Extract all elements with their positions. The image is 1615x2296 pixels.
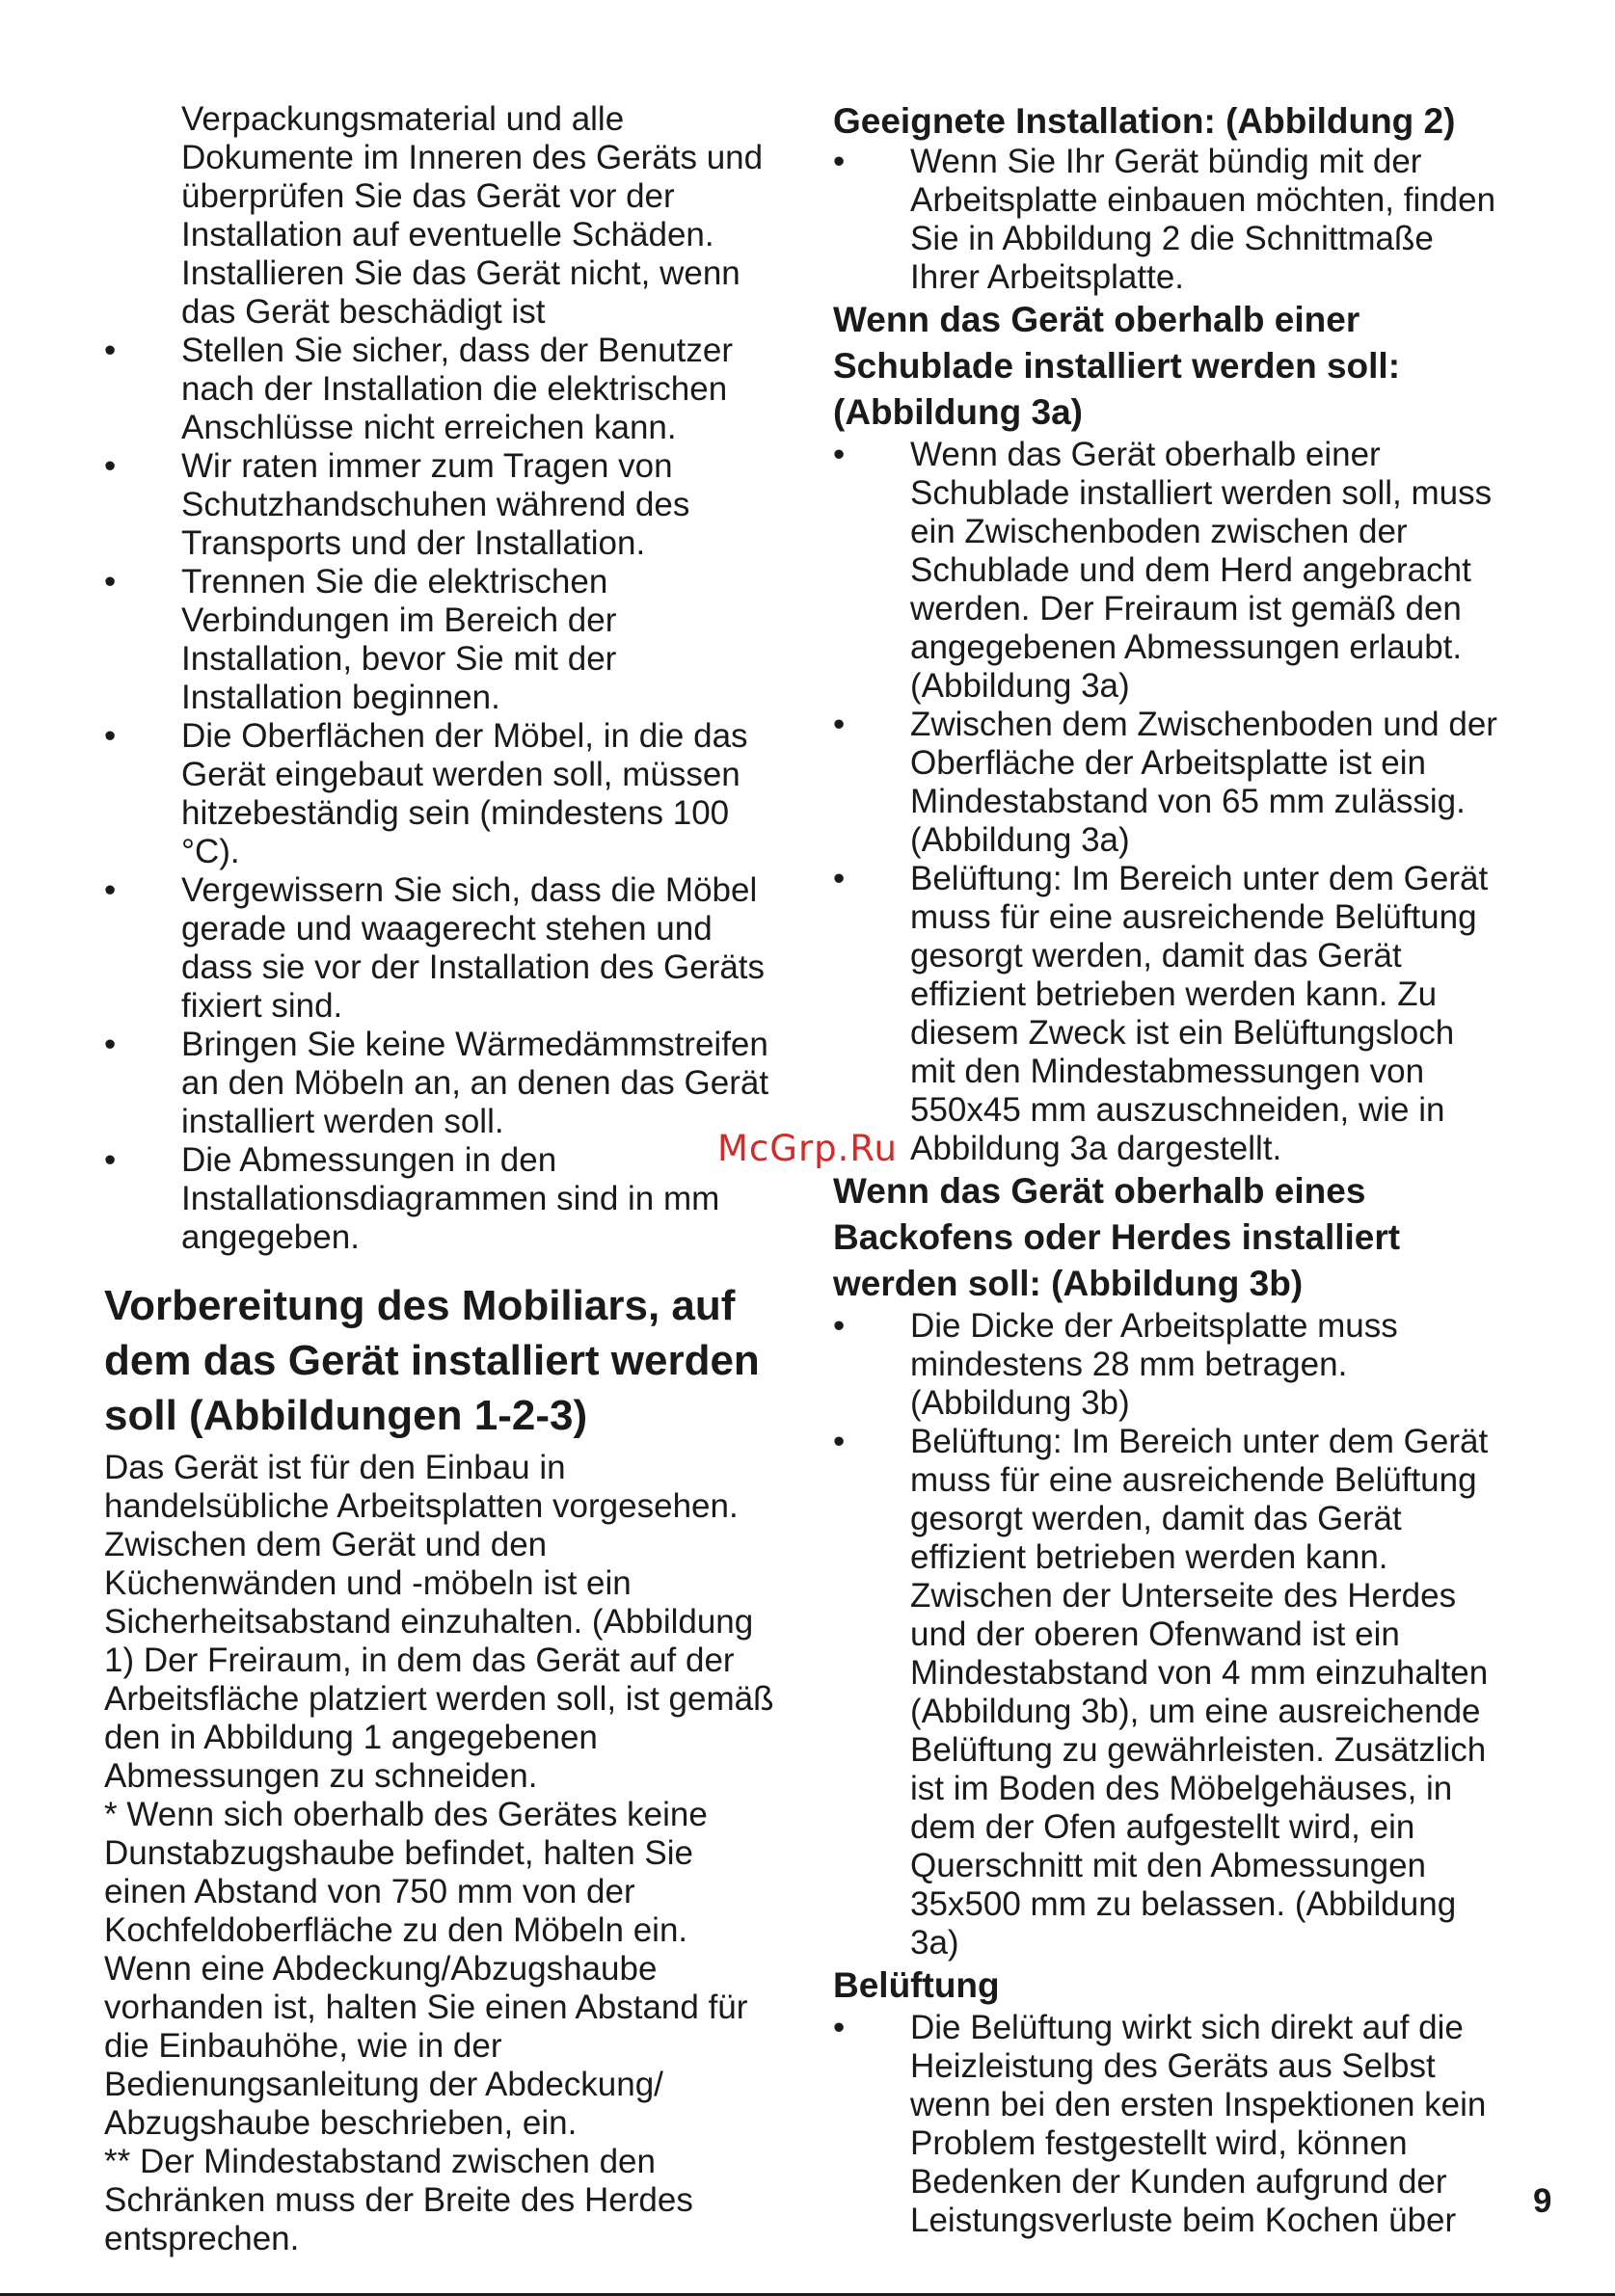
list-item-text: Wenn das Gerät oberhalb einer Schublade installiert werden soll, muss ein Zwischenboden zwischen der Schublade und dem Herd angebracht werden. Der Freiraum ist gemäß den angegebenen Abmessungen erlaubt. (Abbildung 3a) — [910, 436, 1493, 705]
list-item: • Belüftung: Im Bereich unter dem Gerät muss für eine ausreichende Belüftung gesorgt werden, damit das Gerät effizient betrieben werden kann. Zwischen der Unterseite des Herdes und der oberen Ofenwand ist ein Mindestabstand von 4 mm einzuhalten (Abbildung 3b), um eine ausreichende Belüftung zu gewährleisten. Zusätzlich ist im Boden des Möbelgehäuses, in dem der Ofen aufgestellt wird, ein Querschnitt mit den Abmessungen 35x500 mm zu belassen. (Abbildung 3a) — [833, 1423, 1508, 1962]
left-column — [104, 100, 779, 2258]
list-item-text: Wir raten immer zum Tragen von Schutzhandschuhen während des Transports und der Installation. — [181, 447, 690, 562]
list-item-text: Belüftung: Im Bereich unter dem Gerät muss für eine ausreichende Belüftung gesorgt werden, damit das Gerät effizient betrieben werden kann. Zwischen der Unterseite des Herdes und der oberen Ofenwand ist ein Mindestabstand von 4 mm einzuhalten (Abbildung 3b), um eine ausreichende Belüftung zu gewährleisten. Zusätzlich ist im Boden des Möbelgehäuses, in dem der Ofen aufgestellt wird, ein Querschnitt mit den Abmessungen 35x500 mm zu belassen. (Abbildung 3a) — [910, 1423, 1489, 1962]
list-item: • Die Dicke der Arbeitsplatte muss mindestens 28 mm betragen. (Abbildung 3b) — [833, 1307, 1508, 1423]
right-column — [833, 100, 1508, 2240]
list-item-text: Zwischen dem Zwischenboden und der Oberfläche der Arbeitsplatte ist ein Mindestabstand von 65 mm zulässig. (Abbildung 3a) — [910, 706, 1497, 859]
list-item: • Wenn Sie Ihr Gerät bündig mit der Arbeitsplatte einbauen möchten, finden Sie in Abbildung 2 die Schnittmaße Ihrer Arbeitsplatte. — [833, 143, 1508, 297]
list-item: • Trennen Sie die elektrischen Verbindungen im Bereich der Installation, bevor Sie mit der Installation beginnen. — [104, 563, 779, 717]
section-paragraph: Das Gerät ist für den Einbau in handelsübliche Arbeitsplatten vorgesehen. Zwischen dem Gerät und den Küchenwänden und -möbeln ist ein Sicherheitsabstand einzuhalten. (Abbildung 1) Der Freiraum, in dem das Gerät auf der Arbeitsfläche platziert werden soll, ist gemäß den in Abbildung 1 angegebenen Abmessungen zu schneiden. — [104, 1449, 774, 1795]
list-item: • Wenn das Gerät oberhalb einer Schublade installiert werden soll, muss ein Zwischenboden zwischen der Schublade und dem Herd angebracht werden. Der Freiraum ist gemäß den angegebenen Abmessungen erlaubt. (Abbildung 3a) — [833, 436, 1508, 706]
list-item-text: Die Belüftung wirkt sich direkt auf die Heizleistung des Geräts aus Selbst wenn bei den ersten Inspektionen kein Problem festgestellt wird, können Bedenken der Kunden aufgrund der Leistungsverluste beim Kochen über — [910, 2009, 1487, 2239]
list-item: • Bringen Sie keine Wärmedämmstreifen an den Möbeln an, an denen das Gerät installiert werden soll. — [104, 1026, 779, 1141]
list-item: • Belüftung: Im Bereich unter dem Gerät muss für eine ausreichende Belüftung gesorgt werden, damit das Gerät effizient betrieben werden kann. Zu diesem Zweck ist ein Belüftungsloch mit den Mindestabmessungen von 550x45 mm auszuschneiden, wie in Abbildung 3a dargestellt. — [833, 860, 1508, 1168]
list-item: • Die Oberflächen der Möbel, in die das Gerät eingebaut werden soll, müssen hitzebeständig sein (mindestens 100 °C). — [104, 717, 779, 871]
list-item-text: Die Abmessungen in den Installationsdiagrammen sind in mm angegeben. — [181, 1141, 720, 1256]
subheading-drawer: Wenn das Gerät oberhalb einer Schublade installiert werden soll: (Abbildung 3a) — [833, 300, 1401, 432]
list-item: • Wir raten immer zum Tragen von Schutzhandschuhen während des Transports und der Installation. — [104, 447, 779, 563]
list-item-text: Stellen Sie sicher, dass der Benutzer nach der Installation die elektrischen Anschlüsse nicht erreichen kann. — [181, 332, 733, 446]
list-item: • Vergewissern Sie sich, dass die Möbel gerade und waagerecht stehen und dass sie vor der Installation des Geräts fixiert sind. — [104, 871, 779, 1026]
list-item: • Die Belüftung wirkt sich direkt auf die Heizleistung des Geräts aus Selbst wenn bei den ersten Inspektionen kein Problem festgestellt wird, können Bedenken der Kunden aufgrund der Leistungsverluste beim Kochen über — [833, 2009, 1508, 2240]
list-item-text: Belüftung: Im Bereich unter dem Gerät muss für eine ausreichende Belüftung gesorgt werden, damit das Gerät effizient betrieben werden kann. Zu diesem Zweck ist ein Belüftungsloch mit den Mindestabmessungen von 550x45 mm auszuschneiden, wie in Abbildung 3a dargestellt. — [910, 860, 1489, 1167]
list-item: • Die Abmessungen in den Installationsdiagrammen sind in mm angegeben. — [104, 1141, 779, 1257]
list-item-text: Die Dicke der Arbeitsplatte muss mindestens 28 mm betragen. (Abbildung 3b) — [910, 1307, 1398, 1422]
section-title: Vorbereitung des Mobiliars, auf dem das Gerät installiert werden soll (Abbildungen 1-2-3) — [104, 1282, 760, 1439]
intro-continuation: Verpackungsmaterial und alle Dokumente im Inneren des Geräts und überprüfen Sie das Gerät vor der Installation auf eventuelle Schäden. Installieren Sie das Gerät nicht, wenn das Gerät beschädigt ist — [181, 100, 764, 331]
subheading-ventilation: Belüftung — [833, 1965, 1000, 2005]
subheading-suitable-installation: Geeignete Installation: (Abbildung 2) — [833, 101, 1456, 141]
watermark: McGrp.Ru — [717, 1128, 898, 1169]
section-paragraph: ** Der Mindestabstand zwischen den Schränken muss der Breite des Herdes entsprechen. — [104, 2143, 693, 2257]
list-item: • Zwischen dem Zwischenboden und der Oberfläche der Arbeitsplatte ist ein Mindestabstand von 65 mm zulässig. (Abbildung 3a) — [833, 706, 1508, 860]
list-item-text: Vergewissern Sie sich, dass die Möbel gerade und waagerecht stehen und dass sie vor der Installation des Geräts fixiert sind. — [181, 871, 766, 1025]
list-item-text: Die Oberflächen der Möbel, in die das Gerät eingebaut werden soll, müssen hitzebeständig sein (mindestens 100 °C). — [181, 717, 748, 870]
list-item-text: Bringen Sie keine Wärmedämmstreifen an den Möbeln an, an denen das Gerät installiert werden soll. — [181, 1026, 769, 1140]
list-item: • Stellen Sie sicher, dass der Benutzer nach der Installation die elektrischen Anschlüsse nicht erreichen kann. — [104, 332, 779, 447]
list-item-text: Wenn Sie Ihr Gerät bündig mit der Arbeitsplatte einbauen möchten, finden Sie in Abbildung 2 die Schnittmaße Ihrer Arbeitsplatte. — [910, 143, 1496, 296]
page-number: 9 — [1533, 2182, 1552, 2220]
subheading-oven: Wenn das Gerät oberhalb eines Backofens oder Herdes installiert werden soll: (Abbildung 3b) — [833, 1171, 1401, 1303]
list-item-text: Trennen Sie die elektrischen Verbindungen im Bereich der Installation, bevor Sie mit der Installation beginnen. — [181, 563, 617, 716]
section-paragraph: * Wenn sich oberhalb des Gerätes keine Dunstabzugshaube befindet, halten Sie einen Abstand von 750 mm von der Kochfeldoberfläche zu den Möbeln ein. Wenn eine Abdeckung/Abzugshaube vorhanden ist, halten Sie einen Abstand für die Einbauhöhe, wie in der Bedienungsanleitung der Abdeckung/ Abzugshaube beschrieben, ein. — [104, 1796, 748, 2142]
